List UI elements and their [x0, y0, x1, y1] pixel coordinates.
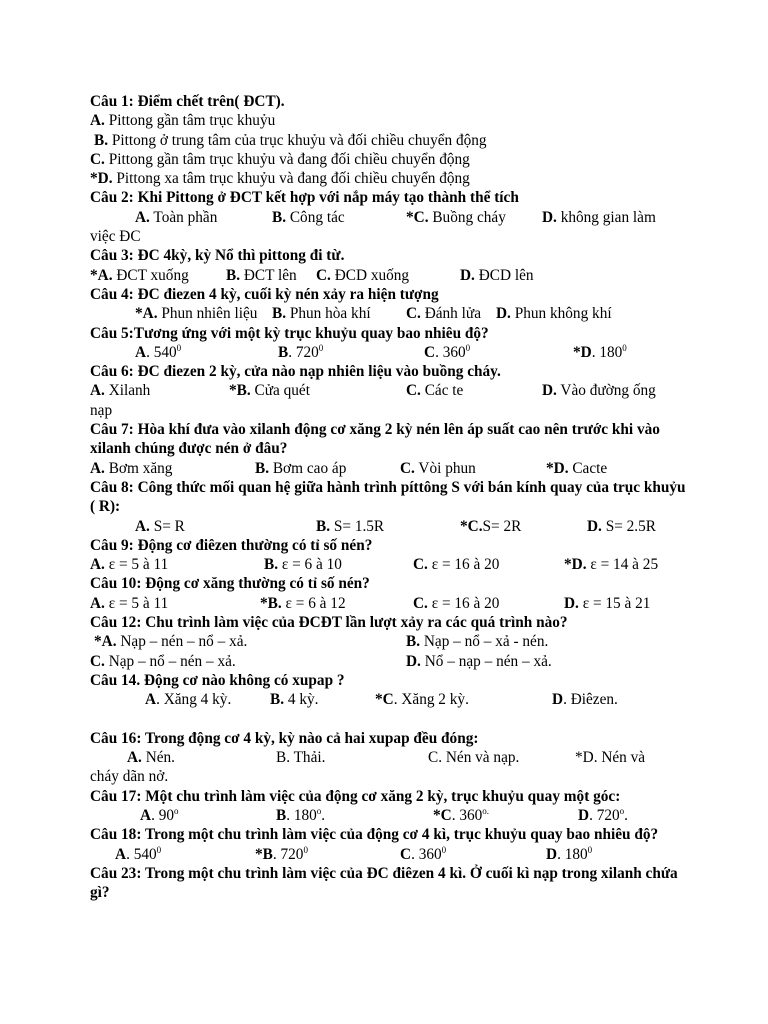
q5-option-c: C. $360^0$ — [424, 342, 471, 361]
q23-title: Câu 23: Trong một chu trình làm việc của ĐC điêzen 4 kì. Ở cuối kì nạp trong xilanh chứa gì? — [90, 864, 678, 902]
q12-options-row1 — [90, 632, 690, 651]
q6-option-d: D. Vào đường ống — [542, 382, 656, 400]
q6-option-c: C. Các te — [406, 382, 464, 400]
q16-option-a: A. Nén. — [127, 749, 176, 767]
q14-option-b: B. 4 kỳ. — [270, 691, 319, 709]
q16-option-c: C. Nén và nạp. — [428, 749, 520, 767]
q4-option-a: *A. Phun nhiên liệu — [135, 305, 258, 323]
q5-options — [90, 343, 690, 362]
q3-options — [90, 266, 690, 285]
q10-option-b: *B. ε = 6 à 12 — [260, 594, 346, 612]
q10-title: Câu 10: Động cơ xăng thường có tỉ số nén? — [90, 575, 370, 593]
q18-option-b: *B. $720^0$ — [255, 844, 308, 863]
quiz-document — [90, 92, 690, 902]
q4-option-c: C. Đánh lửa — [406, 305, 481, 323]
q10-options — [90, 594, 690, 613]
q7-option-a: A. Bơm xăng — [90, 459, 173, 477]
q2-option-b: B. Công tác — [272, 208, 345, 226]
q14-option-a: A. Xăng 4 kỳ. — [145, 691, 232, 709]
q14-options — [90, 690, 690, 709]
q16-option-d-continued: cháy dãn nở. — [90, 768, 169, 786]
q10-option-c: C. ε = 16 à 20 — [413, 594, 500, 612]
q8-option-b: B. S= 1.5R — [316, 517, 385, 535]
q2-option-d: D. không gian làm — [542, 208, 656, 226]
q18-option-d: D. $180^0$ — [546, 844, 593, 863]
q12-option-a: *A. Nạp – nén – nổ – xả. — [94, 633, 248, 651]
q17-option-d: D. 720$^o$. — [578, 805, 628, 824]
q1-title: Câu 1: Điểm chết trên( ĐCT). — [90, 93, 285, 110]
q7-title: Câu 7: Hòa khí đưa vào xilanh động cơ xăng 2 kỳ nén lên áp suất cao nên trước khi vào xilanh chúng được nén ở đâu? — [90, 421, 660, 458]
q4-options — [90, 304, 690, 323]
q4-option-b: B. Phun hòa khí — [272, 305, 371, 323]
q18-option-a: A. $540^0$ — [115, 844, 162, 863]
spacer — [90, 710, 690, 729]
q16-option-b: B. Thải. — [276, 749, 326, 767]
q17-option-a: A. 90$^o$ — [140, 805, 179, 824]
q9-title: Câu 9: Động cơ điêzen thường có tỉ số nén? — [90, 536, 373, 554]
q7-option-d: *D. Cacte — [546, 459, 608, 477]
q16-options — [90, 748, 690, 767]
q2-title: Câu 2: Khi Pittong ở ĐCT kết hợp với nắp máy tạo thành thể tích — [90, 189, 519, 207]
q5-option-a: A. $540^0$ — [135, 342, 182, 361]
q17-title: Câu 17: Một chu trình làm việc của động cơ xăng 2 kỳ, trục khuỷu quay một góc: — [90, 787, 621, 805]
q14-option-d: D. Điêzen. — [552, 691, 618, 709]
q9-option-a: A. ε = 5 à 11 — [90, 556, 169, 574]
q6-option-d-continued: nạp — [90, 401, 113, 419]
q14-title: Câu 14. Động cơ nào không có xupap ? — [90, 671, 345, 689]
q7-option-c: C. Vòi phun — [400, 459, 476, 477]
q18-options — [90, 845, 690, 864]
q8-options — [90, 517, 690, 536]
q8-option-a: A. S= R — [135, 517, 185, 535]
q18-title: Câu 18: Trong một chu trình làm việc của động cơ 4 kì, trục khuỷu quay bao nhiêu độ? — [90, 826, 659, 844]
q18-option-c: C. $360^0$ — [400, 844, 447, 863]
q6-option-b: *B. Cửa quét — [229, 382, 310, 400]
q17-option-b: B. 180$^o$. — [276, 805, 326, 824]
q6-title: Câu 6: ĐC điezen 2 kỳ, cửa nào nạp nhiên liệu vào buồng cháy. — [90, 363, 501, 381]
q1-option-b: B. Pittong ở trung tâm của trục khuỷu và đối chiều chuyển động — [94, 131, 487, 149]
q12-option-b: B. Nạp – nổ – xả - nén. — [406, 633, 549, 651]
q9-option-c: C. ε = 16 à 20 — [413, 556, 500, 574]
q9-option-b: B. ε = 6 à 10 — [264, 556, 342, 574]
q9-option-d: *D. ε = 14 à 25 — [564, 556, 659, 574]
q10-option-a: A. ε = 5 à 11 — [90, 594, 169, 612]
q2-option-a: A. Toàn phần — [135, 208, 218, 226]
q14-option-c: *C. Xăng 2 kỳ. — [375, 691, 469, 709]
q3-option-c: C. ĐCD xuống — [316, 266, 410, 284]
q12-title: Câu 12: Chu trình làm việc của ĐCĐT lần lượt xảy ra các quá trình nào? — [90, 614, 568, 632]
q7-options — [90, 459, 690, 478]
q6-options — [90, 381, 690, 400]
q3-option-a: *A. ĐCT xuống — [90, 266, 189, 284]
q2-options — [90, 208, 690, 227]
q7-option-b: B. Bơm cao áp — [255, 459, 347, 477]
q12-option-c: C. Nạp – nổ – nén – xả. — [90, 652, 236, 670]
q1-option-c: C. Pittong gần tâm trục khuỷu và đang đối chiều chuyển động — [90, 150, 470, 168]
q3-option-b: B. ĐCT lên — [226, 266, 297, 284]
q4-title: Câu 4: ĐC điezen 4 kỳ, cuối kỳ nén xảy ra hiện tượng — [90, 285, 439, 303]
q17-options — [90, 806, 690, 825]
q6-option-a: A. Xilanh — [90, 382, 151, 400]
q8-title: Câu 8: Công thức mối quan hệ giữa hành trình píttông S với bán kính quay của trục khuỷu ( R): — [90, 478, 686, 516]
q5-title: Câu 5:Tương ứng với một kỳ trục khuỷu quay bao nhiêu độ? — [90, 324, 489, 342]
q10-option-d: D. ε = 15 à 21 — [564, 594, 651, 612]
q3-option-d: D. ĐCD lên — [460, 266, 534, 284]
q2-option-d-continued: việc ĐC — [90, 228, 141, 246]
q5-option-b: B. $720^0$ — [278, 342, 324, 361]
q1-option-a: A. Pittong gần tâm trục khuỷu — [90, 112, 276, 130]
q16-option-d: *D. Nén và — [575, 749, 646, 767]
q1-option-d: *D. Pittong xa tâm trục khuỷu và đang đối chiều chuyển động — [90, 170, 470, 188]
q16-title: Câu 16: Trong động cơ 4 kỳ, kỳ nào cả hai xupap đều đóng: — [90, 729, 479, 747]
q2-option-c: *C. Buồng cháy — [406, 208, 506, 226]
q3-title: Câu 3: ĐC 4kỳ, kỳ Nổ thì pittong đi từ. — [90, 247, 345, 265]
q5-option-d: *D. $180^0$ — [573, 342, 627, 361]
q8-option-d: D. S= 2.5R — [587, 517, 656, 535]
q9-options — [90, 555, 690, 574]
q4-option-d: D. Phun không khí — [496, 305, 612, 323]
q17-option-c: *C. $360^{o.}$ — [433, 805, 490, 824]
q12-option-d: D. Nổ – nạp – nén – xả. — [406, 652, 552, 670]
q8-option-c: *C.S= 2R — [460, 517, 522, 535]
q12-options-row2 — [90, 652, 690, 671]
